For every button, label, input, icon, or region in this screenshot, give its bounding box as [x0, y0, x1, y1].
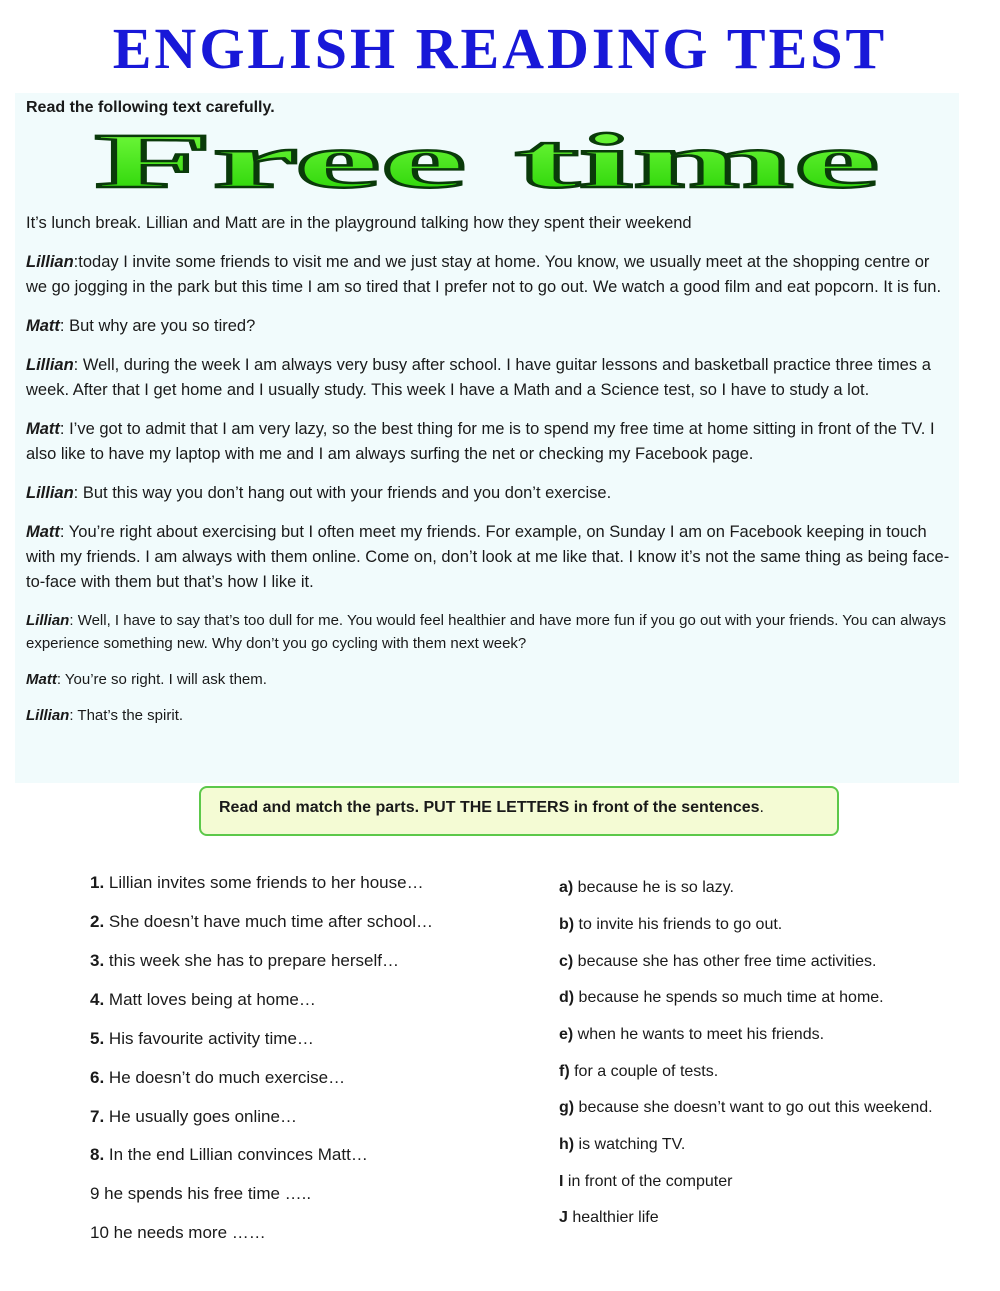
dialogue-line: Matt: But why are you so tired? [26, 317, 256, 335]
list-item: 4. Matt loves being at home… [90, 990, 316, 1009]
list-item: 9 he spends his free time ….. [90, 1184, 312, 1203]
speaker-name: Lillian [26, 253, 74, 271]
list-item: 5. His favourite activity time… [90, 1029, 314, 1048]
list-item: 3. this week she has to prepare herself… [90, 951, 400, 970]
dialogue-line: Lillian: Well, during the week I am always very busy after school. I have guitar lessons and basketball practice three times a week. After that I get home and I usually study. This week I have a Math and a Science test, so I have to study a lot. [26, 356, 931, 399]
speaker-name: Matt [26, 523, 60, 541]
dialogue-line: Lillian: But this way you don’t hang out with your friends and you don’t exercise. [26, 484, 612, 502]
story-title-wordart [15, 121, 959, 201]
list-item: 7. He usually goes online… [90, 1107, 297, 1126]
list-item: 1. Lillian invites some friends to her house… [90, 873, 424, 892]
speaker-name: Lillian [26, 707, 70, 724]
dialogue-line: Matt: You’re so right. I will ask them. [26, 671, 267, 688]
story-title: Free time [94, 121, 880, 201]
dialogue-line: Matt: You’re right about exercising but I often meet my friends. For example, on Sunday I am on Facebook keeping in touch with my friends. I am always with them online. Come on, don’t look at me like that. I know it’s not the same thing as being face-to-face with them but that’s how I like it. [26, 523, 950, 591]
list-item: a) because he is so lazy. [559, 879, 734, 896]
task-instruction-box [199, 786, 839, 836]
list-item: g) because she doesn’t want to go out this weekend. [559, 1099, 933, 1116]
page-title: ENGLISH READING TEST [112, 16, 888, 81]
list-item: b) to invite his friends to go out. [559, 916, 783, 933]
list-item: 8. In the end Lillian convinces Matt… [90, 1145, 368, 1164]
list-item: d) because he spends so much time at home. [559, 989, 884, 1006]
story-text [26, 211, 951, 740]
dialogue-line: Matt: I’ve got to admit that I am very lazy, so the best thing for me is to spend my free time at home sitting in front of the TV. I also like to have my laptop with me and I am always surfing the net or checking my Facebook page. [26, 420, 935, 463]
list-item: 2. She doesn’t have much time after school… [90, 912, 434, 931]
speaker-name: Lillian [26, 356, 74, 374]
list-item: e) when he wants to meet his friends. [559, 1026, 825, 1043]
speaker-name: Lillian [26, 484, 74, 502]
speaker-name: Matt [26, 317, 60, 335]
list-item: c) because she has other free time activities. [559, 953, 877, 970]
speaker-name: Matt [26, 420, 60, 438]
task-instruction: Read and match the parts. PUT THE LETTERS in front of the sentences. [219, 799, 764, 816]
dialogue-line: Lillian:today I invite some friends to visit me and we just stay at home. You know, we usually meet at the shopping centre or we go jogging in the park but this time I am so tired that I prefer not to go out. We watch a good film and eat popcorn. It is fun. [26, 253, 942, 296]
list-item: f) for a couple of tests. [559, 1063, 719, 1080]
speaker-name: Lillian [26, 612, 70, 629]
speaker-name: Matt [26, 671, 57, 688]
reading-passage [15, 93, 959, 783]
list-item: I in front of the computer [559, 1173, 733, 1190]
dialogue-line: Lillian: That’s the spirit. [26, 707, 184, 724]
list-item: 6. He doesn’t do much exercise… [90, 1068, 346, 1087]
intro-paragraph: It’s lunch break. Lillian and Matt are in the playground talking how they spent their weekend [26, 214, 692, 232]
dialogue-line: Lillian: Well, I have to say that’s too dull for me. You would feel healthier and have more fun if you go out with your friends. You can always experience something new. Why don’t you go cycling with them next week? [26, 612, 946, 652]
list-item: h) is watching TV. [559, 1136, 686, 1153]
list-item: 10 he needs more …… [90, 1223, 266, 1242]
reading-instruction: Read the following text carefully. [26, 99, 275, 116]
list-item: J healthier life [559, 1209, 659, 1226]
